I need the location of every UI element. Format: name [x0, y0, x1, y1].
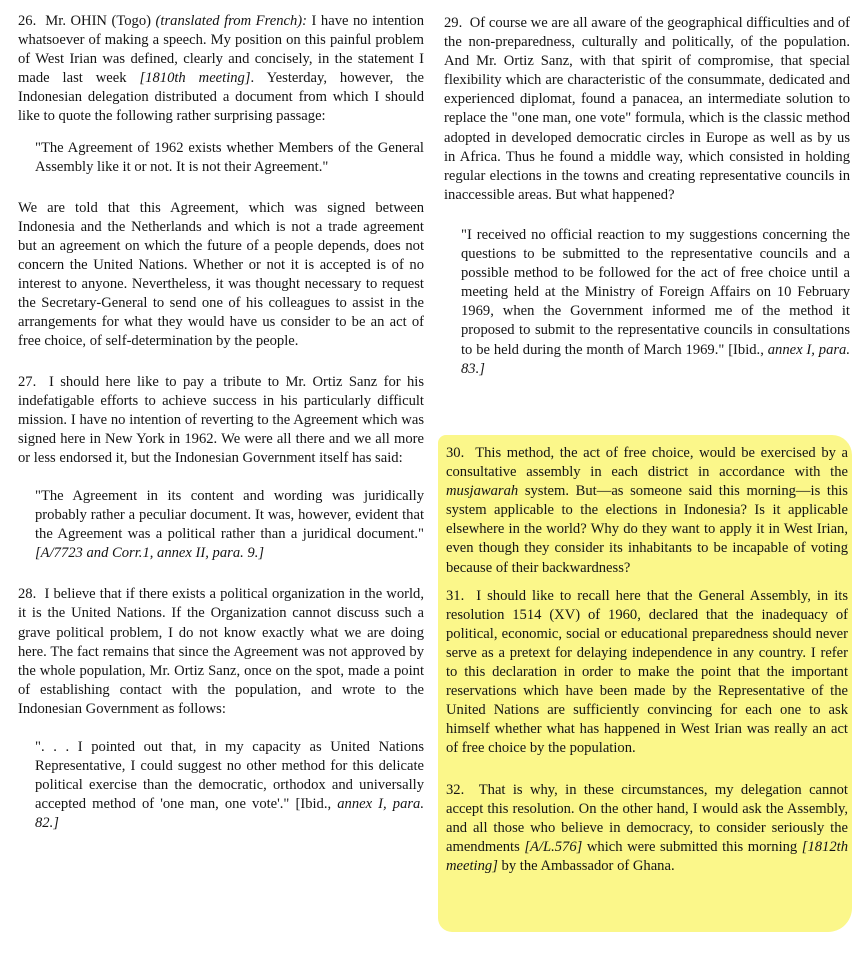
meeting-reference: [1812th meeting]	[446, 838, 848, 874]
paragraph-number: 28.	[18, 586, 37, 603]
quotation-text: "I received no official reaction to my suggestions concerning the questions to be submitted to the representative councils and a possible method to be followed for the act of free choice until a meeting held at the Ministry of Foreign Affairs on 10 February 1969, when the Government informed me of the method it proposed to submit to the representative councils in consultations to be held during the month of March 1969."	[461, 226, 850, 358]
paragraph-text: I should like to recall here that the General Assembly, in its resolution 1514 (XV) of 1960, declared that the inadequacy of political, economic, social or educational preparedness should never serve as a pretext for delaying independence in any country. I refer to this declaration in order to make the point that the important reservations which have been made by the Representative of the United Nations are sufficiently convincing for each one to ask himself whether what has happened in West Irian was really an act of free choice by the population.	[446, 587, 849, 757]
paragraph-text: . Yesterday, however, the Indonesian delegation distributed a document from which I should like to quote the following rather surprising passage:	[18, 70, 425, 125]
paragraph-26-continued	[18, 199, 424, 352]
paragraph-text: That is why, in these circumstances, my delegation cannot accept this resolution. On the other hand, I would ask the Assembly, and all those who believe in democracy, to consider seriously the amendments	[446, 781, 848, 855]
document-reference: [A/7723 and Corr.1, annex II, para. 9.]	[35, 545, 265, 562]
paragraph-32	[446, 781, 848, 876]
paragraph-31	[446, 587, 848, 759]
quotation-text: "The Agreement in its content and wording was juridically probably rather a peculiar document. It was, however, evident that the Agreement was a political rather than a juridical document."	[35, 487, 424, 543]
paragraph-26	[18, 12, 424, 127]
paragraph-text: by the Ambassador of Ghana.	[501, 857, 675, 874]
highlighted-passage	[446, 444, 848, 885]
document-reference: [A/L.576]	[524, 838, 583, 855]
quotation	[18, 139, 424, 177]
left-column	[18, 12, 424, 853]
paragraph-text: We are told that this Agreement, which was signed between Indonesia and the Netherlands and which is not a trade agreement but an agreement on which the future of a people depends, does not concern the United Nations. Whether or not it is accepted is of no interest to anyone. Nevertheless, it was thought necessary to request the Secretary-General to send one of his colleagues to assist in the arrangements for what they would have us consider to be an act of free choice, of self-determination by the people.	[18, 199, 424, 350]
paragraph-text: I should here like to pay a tribute to Mr. Ortiz Sanz for his indefatigable efforts to achieve success in his particularly difficult mission. I have no intention of reverting to the Agreement which was signed here in New York in 1962. We were all there and we all more or less endorsed it, but the Indonesian Government itself has said:	[18, 373, 425, 466]
document-reference: annex I, para. 82.]	[35, 796, 424, 832]
right-column	[444, 14, 850, 399]
italic-term: musjawarah	[446, 483, 519, 500]
paragraph-number: 26.	[18, 13, 37, 29]
quotation-text: ". . . I pointed out that, in my capacity as United Nations Representative, I could suggest no other method for this delicate political exercise than the democratic, orthodox and universally accepted method of 'one man, one vote'."	[35, 739, 424, 813]
paragraph-number: 31.	[446, 587, 465, 604]
paragraph-number: 30.	[446, 445, 465, 461]
paragraph-text: Of course we are all aware of the geographical difficulties and of the non-preparedness, culturally and politically, of the population. And Mr. Ortiz Sanz, with that spirit of compromise, that special flexibility which are characteristic of the consummate, dedicated and experienced diplomat, found a panacea, an intermediate solution to replace the "one man, one vote" formula, which is the classic method adopted in developed democratic circles in Europe as well as by us in Africa. Thus he found a middle way, which consisted in holding regular elections in the towns and creating representative councils in inaccessible areas. But what happened?	[444, 15, 851, 203]
paragraph-text: I have no intention whatsoever of making a speech. My position on this painful problem of West Irian was defined, clearly and concisely, in the statement I made last week	[18, 13, 424, 87]
paragraph-text: This method, the act of free choice, would be exercised by a consultative assembly in each district in accordance with the	[446, 445, 848, 481]
paragraph-number: 32.	[446, 781, 465, 798]
quotation-text: "The Agreement of 1962 exists whether Members of the General Assembly like it or not. It is not their Agreement."	[35, 139, 424, 175]
paragraph-text: I believe that if there exists a political organization in the world, it is the United Nations. If the Organization cannot discuss such a grave political problem, I do not know exactly what we are doing here. The fact remains that since the Agreement was not approved by the whole population, Mr. Ortiz Sanz, once on the spot, made a point of establishing contact with the population, and wrote to the Indonesian Government as follows:	[18, 586, 425, 717]
paragraph-28	[18, 585, 424, 719]
quotation	[18, 738, 424, 833]
paragraph-27	[18, 373, 424, 468]
quotation	[444, 226, 850, 379]
paragraph-text: system. But—as someone said this morning—is this system applicable to the elections in Indonesia? Is it applicable elsewhere in the world? Why do they want to apply it in West Irian, even though they consider its inhabitants to be incapable of voting because of their backwardness?	[446, 483, 848, 576]
paragraph-number: 27.	[18, 373, 37, 390]
document-reference: annex I, para. 83.]	[461, 341, 850, 377]
paragraph-30	[446, 444, 848, 578]
document-reference: [Ibid.,	[728, 341, 764, 358]
translation-note: (translated from French):	[155, 13, 307, 29]
document-reference: [Ibid.,	[295, 796, 332, 813]
speaker-name: Mr. OHIN (Togo)	[45, 13, 152, 29]
paragraph-text: which were submitted this morning	[586, 838, 798, 855]
quotation	[18, 487, 424, 563]
meeting-reference: [1810th meeting]	[139, 70, 251, 87]
paragraph-29	[444, 14, 850, 205]
paragraph-number: 29.	[444, 15, 463, 31]
